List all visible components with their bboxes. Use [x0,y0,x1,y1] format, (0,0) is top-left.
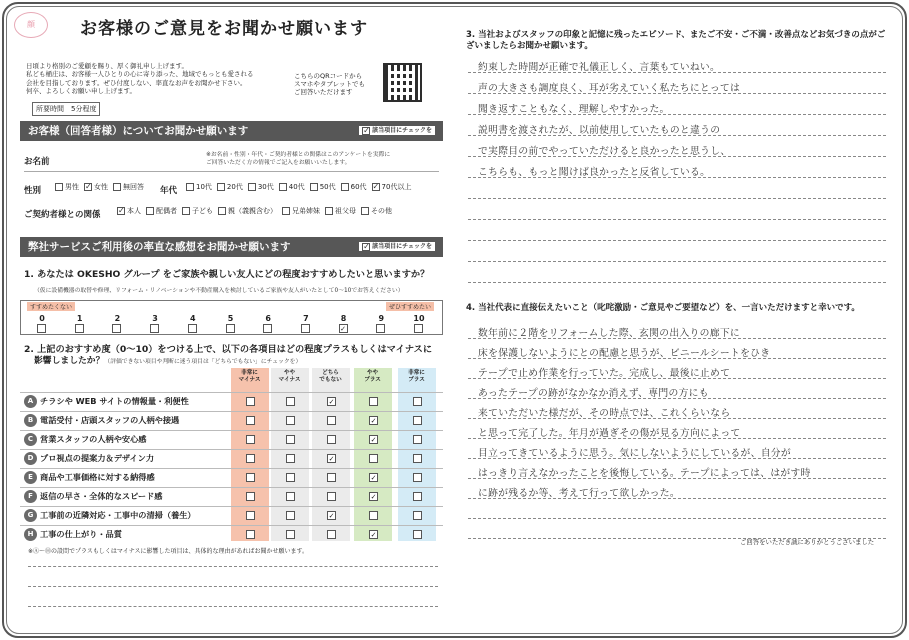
handwritten-line: 数年前に２階をリフォームした際、玄関の出入りの廊下に [478,328,741,339]
relation-option [117,206,141,216]
qr-code[interactable] [383,63,422,102]
grid-row [24,411,234,430]
grid-checkbox[interactable] [327,492,336,501]
grid-checkbox[interactable]: ✓ [370,531,377,539]
grid-checkbox[interactable]: ✓ [370,474,377,482]
age-option-label: 10代 [196,183,212,191]
grid-checkbox[interactable] [246,492,255,501]
handwritten-line: 約束した時間が正確で礼儀正しく、言葉もていねい。 [478,62,721,73]
grid-checkbox[interactable]: ✓ [370,493,377,501]
gender-option [84,182,108,192]
row-label: 返信の早さ・全体的なスピード感 [40,491,163,501]
grid-checkbox[interactable] [327,473,336,482]
grid-checkbox[interactable] [413,397,422,406]
gender-label: 性別 [24,186,42,196]
grid-checkbox[interactable] [413,416,422,425]
relation-option [146,206,177,216]
comment-line [28,566,438,567]
q2-title-line2: 影響しましたか？（評価できない項目や判断に迷う項目は「どちらでもない」にチェックを） [34,356,302,366]
age-label: 年代 [160,186,178,196]
company-logo: 顔 [14,12,48,38]
gender-checkbox[interactable] [84,183,92,191]
handwritten-line: 声の大きさも調度良く、耳が劣えていく私たちにとっては [478,83,741,94]
grid-checkbox[interactable] [413,454,422,463]
section-respondent-header: お客様（回答者様）についてお聞かせ願います ✓ 該当項目にチェックを [20,121,443,141]
grid-row [24,468,234,487]
q2-title: 2. 上記のおすすめ度（0〜10）をつける上で、以下の各項目はどの程度プラスもしくはマイナスに [24,344,433,355]
q4-title: 4. 当社代表に直接伝えたいこと（叱咤激励・ご意見やご要望など）を、一言いただけますと幸いです。 [466,303,860,313]
answer-line [468,240,886,241]
q1-title: 1. あなたは OKESHO グループ をご家族や親しい友人にどの程度おすすめしたいと思いますか？ [24,269,430,280]
row-mark: E [24,471,37,484]
grid-checkbox[interactable]: ✓ [328,455,335,463]
age-checkbox[interactable] [248,183,256,191]
grid-checkbox[interactable] [413,511,422,520]
name-line [24,171,439,172]
relation-checkbox[interactable] [117,207,125,215]
scale-checkbox[interactable] [150,324,159,333]
grid-checkbox[interactable] [413,473,422,482]
age-option [372,182,412,192]
row-mark: G [24,509,37,522]
relation-checkbox[interactable] [325,207,333,215]
grid-checkbox[interactable] [246,454,255,463]
grid-checkbox[interactable] [286,511,295,520]
age-checkbox[interactable] [341,183,349,191]
grid-checkbox[interactable] [286,492,295,501]
handwritten-line: あったテープの跡がなかなか消えず、専門の方にも [478,388,709,399]
scale-checkbox[interactable] [376,324,385,333]
relation-option [182,206,213,216]
scale-number: 1 [76,314,83,323]
handwritten-line: はっきり言えなかったことを後悔している。テープによっては、はがす時 [478,468,811,479]
grid-checkbox[interactable] [369,397,378,406]
relation-options [117,206,397,216]
grid-checkbox[interactable] [246,530,255,539]
scale-checkbox[interactable] [226,324,235,333]
handwritten-line: こちらも、もっと聞けば良かったと反省している。 [478,167,711,178]
gender-option-label: 無回答 [123,183,144,191]
age-option [186,182,212,192]
relation-checkbox[interactable] [282,207,290,215]
grid-row [24,449,234,468]
grid-checkbox[interactable]: ✓ [370,417,377,425]
scale-checkbox[interactable] [75,324,84,333]
grid-checkbox[interactable] [246,435,255,444]
row-mark: H [24,528,37,541]
footnote: ※Ⓐ〜Ⓗの設問でプラスもしくはマイナスに影響した項目は、具体的な理由があればお聞かせ願います。 [28,548,309,555]
age-option-label: 30代 [257,183,274,191]
handwritten-line: テープで止め作業を行っていた。完成し、最後に止めて [478,368,731,379]
q3-title: 3. 当社およびスタッフの印象と記憶に残ったエピソード、またご不安・ご不満・改善点などお気づきの点がございましたらお聞かせ願います。 [466,30,886,51]
handwritten-line: で実際目の前でやっていただけると良かったと思うし、 [478,146,731,157]
row-mark: B [24,414,37,427]
grid-column-header: やや マイナス [278,370,301,383]
answer-line [468,261,886,262]
scale-low-label: すすめたくない [27,302,75,311]
relation-option [218,206,277,216]
scale-number: 10 [413,314,425,323]
row-label: 営業スタッフの人柄や安心感 [40,434,147,444]
age-checkbox[interactable] [186,183,194,191]
scale-number: 6 [265,314,271,323]
handwritten-line: と思って完了した。年月が過ぎその傷が見る方向によって [478,428,741,439]
scale-number: 4 [190,314,196,323]
answer-line [468,198,886,199]
grid-checkbox[interactable]: ✓ [328,512,335,520]
handwritten-line: 説明書を渡されたが、以前使用していたものと違うの [478,125,721,136]
answer-line [468,219,886,220]
row-label: 商品や工事価格に対する納得感 [40,472,155,482]
handwritten-line: 来ていただいた様だが、その時点では、これくらいなら [478,408,731,419]
age-option-label: 60代 [350,183,367,191]
relation-option-label: その他 [371,207,392,215]
handwritten-line: に跡が残るか等、考えて行って欲しかった。 [478,488,680,499]
scale-checkbox[interactable] [188,324,197,333]
age-options [186,182,416,192]
grid-row [24,506,234,525]
grid-checkbox[interactable] [286,435,295,444]
scale-high-label: ぜひすすめたい [386,302,434,311]
recommend-scale [20,300,443,335]
scale-number: 7 [303,314,309,323]
grid-row [24,430,234,449]
age-option-label: 70代以上 [381,183,412,191]
grid-checkbox[interactable] [286,416,295,425]
grid-checkbox[interactable] [327,435,336,444]
grid-column-header: 非常に マイナス [238,370,261,383]
scale-checkbox[interactable] [301,324,310,333]
gender-option-label: 女性 [94,183,108,191]
grid-checkbox[interactable] [413,435,422,444]
age-checkbox[interactable] [310,183,318,191]
relation-option-label: 本人 [127,207,141,215]
scale-number: 0 [39,314,45,323]
row-mark: D [24,452,37,465]
scale-checkbox[interactable] [112,324,121,333]
gender-options [55,182,149,192]
grid-column-header: どちら でもない [319,370,342,383]
grid-checkbox[interactable] [369,454,378,463]
relation-checkbox[interactable] [182,207,190,215]
handwritten-line: 目立ってきているように思う。気にしないようにしているが、自分が [478,448,792,459]
thanks-note: ご回答をいただき誠にありがとうございました [740,538,875,546]
age-option [217,182,243,192]
age-option [279,182,305,192]
grid-checkbox[interactable] [369,511,378,520]
grid-checkbox[interactable] [286,530,295,539]
page-title: お客様のご意見をお聞かせ願います [80,19,368,39]
grid-row [24,525,234,544]
grid-column-header: やや プラス [364,370,381,383]
grid-checkbox[interactable] [246,397,255,406]
scale-checkbox[interactable] [414,324,423,333]
gender-checkbox[interactable] [55,183,63,191]
grid-checkbox[interactable]: ✓ [328,398,335,406]
handwritten-line: 床を保護しないようにとの配慮と思うが、ビニールシートをひき [478,348,771,359]
grid-checkbox[interactable] [327,530,336,539]
age-option [341,182,367,192]
qr-text: こちらのQRコードから スマホやタブレットでも ご回答いただけます [294,72,366,96]
grid-checkbox[interactable] [246,473,255,482]
grid-checkbox[interactable] [286,397,295,406]
scale-checkbox[interactable] [263,324,272,333]
relation-checkbox[interactable] [218,207,226,215]
age-option [310,182,336,192]
scale-number: 3 [152,314,158,323]
grid-checkbox[interactable] [246,511,255,520]
age-checkbox[interactable] [217,183,225,191]
grid-checkbox[interactable] [286,454,295,463]
name-note: ※お名前・性別・年代・ご契約者様との関係はこのアンケートを実際に ご回答いただく方の情報でご記入をお願いいたします。 [206,152,391,166]
relation-option [282,206,320,216]
relation-option-label: 祖父母 [335,207,356,215]
relation-option-label: 親（義親含む） [228,207,277,215]
scale-number: 5 [227,314,234,323]
relation-label: ご契約者様との関係 [24,210,101,220]
grid-checkbox[interactable] [246,416,255,425]
row-label: 工事の仕上がり・品質 [40,529,122,539]
grid-checkbox[interactable]: ✓ [370,436,377,444]
row-label: 工事前の近隣対応・工事中の清掃（養生） [40,510,196,520]
comment-line [28,586,438,587]
scale-number: 9 [378,314,385,323]
age-option-label: 50代 [319,183,336,191]
row-mark: C [24,433,37,446]
age-checkbox[interactable] [279,183,287,191]
section-service-header: 弊社サービスご利用後の率直な感想をお聞かせ願います ✓ 該当項目にチェックを [20,237,443,257]
grid-row [24,392,234,411]
age-option-label: 20代 [226,183,243,191]
scale-checkbox[interactable]: ✓ [340,325,347,333]
scale-checkbox[interactable] [37,324,46,333]
age-option [248,182,274,192]
gender-option [55,182,79,192]
row-label: 電話受付・店頭スタッフの人柄や接遇 [40,415,180,425]
scale-number: 2 [114,314,121,323]
row-label: チラシや WEB サイトの情報量・利便性 [40,396,189,406]
row-mark: F [24,490,37,503]
relation-option [361,206,392,216]
impact-grid [20,368,443,541]
handwritten-line: 聞き返すこともなく、理解しやすかった。 [478,104,670,115]
intro-text: 日頃より格別のご愛顧を賜り、厚く御礼申し上げます。 私ども桶庄は、お客様一人ひとりの心に寄り添った、地域でもっとも愛される 会社を目指しております。ぜひ付度しない、率直なお声をお聞かせ下さい。 何卒、よろしくお願い申し上げます。 [26,62,254,95]
relation-option [325,206,356,216]
comment-line [28,606,438,607]
name-label: お名前 [24,157,50,167]
row-mark: A [24,395,37,408]
grid-column-header: 非常に プラス [408,370,425,383]
grid-checkbox[interactable] [413,530,422,539]
age-checkbox[interactable] [372,183,380,191]
age-option-label: 40代 [288,183,305,191]
grid-checkbox[interactable] [327,416,336,425]
grid-checkbox[interactable] [286,473,295,482]
relation-option-label: 兄弟姉妹 [292,207,320,215]
gender-checkbox[interactable] [113,183,121,191]
relation-checkbox[interactable] [146,207,154,215]
relation-checkbox[interactable] [361,207,369,215]
duration-note: 所要時間 5分程度 [32,102,100,116]
grid-row [24,487,234,506]
relation-option-label: 配偶者 [156,207,177,215]
answer-line [468,518,886,519]
q1-note: （仮に設備機器の取替や修理、リフォーム・リノベーションや不動産購入を検討しているご家族や友人がいたとして0〜10でお答えください） [34,288,404,294]
gender-option-label: 男性 [65,183,79,191]
grid-checkbox[interactable] [413,492,422,501]
row-label: プロ視点の提案力＆デザイン力 [40,453,155,463]
scale-number: 8 [340,314,347,323]
answer-line [468,282,886,283]
relation-option-label: 子ども [192,207,213,215]
gender-option [113,182,144,192]
